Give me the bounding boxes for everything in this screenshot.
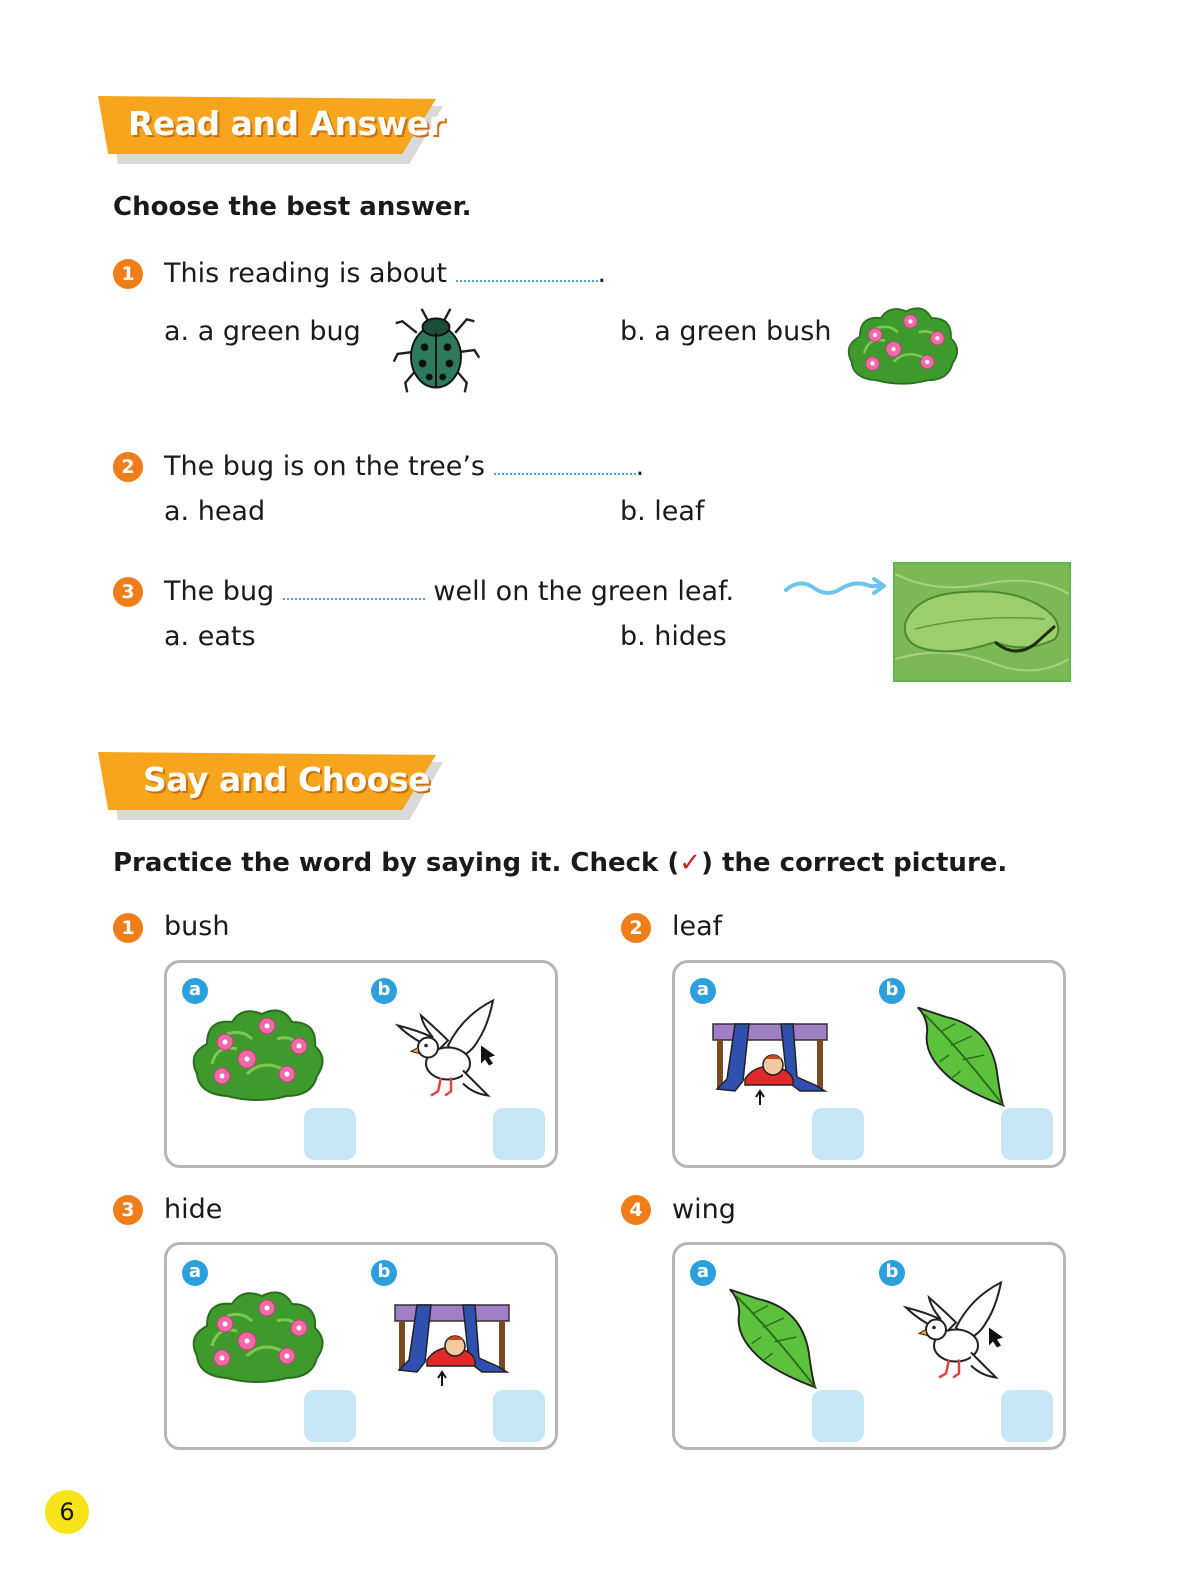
checkbox-b[interactable] [1001, 1108, 1053, 1160]
check-mark-icon: ✓ [679, 848, 702, 878]
say-and-choose-banner [98, 752, 443, 822]
question-text [164, 451, 644, 482]
question-text-after: well on the green leaf. [433, 576, 735, 607]
option-b[interactable]: b. leaf [620, 496, 705, 527]
hiding-child-icon [387, 1299, 517, 1391]
read-and-answer-banner [98, 96, 443, 166]
question-text-before: This reading is about [164, 258, 447, 289]
option-a[interactable]: a. eats [164, 621, 256, 652]
checkbox-b[interactable] [1001, 1390, 1053, 1442]
question-number: 3 [113, 577, 143, 607]
choice-b-label: b [879, 1260, 905, 1286]
picture-card [164, 1242, 558, 1450]
item-word: leaf [672, 911, 723, 942]
leaf-insect-icon [895, 564, 1069, 680]
item-number: 4 [621, 1195, 651, 1225]
section-instruction [113, 848, 1007, 878]
section-title: Read and Answer [128, 104, 445, 143]
choice-a-label: a [182, 978, 208, 1004]
page-number: 6 [45, 1490, 89, 1534]
checkbox-b[interactable] [493, 1108, 545, 1160]
wavy-arrow-icon [782, 574, 890, 602]
section-title: Say and Choose [143, 760, 430, 799]
question-text-after: . [597, 258, 607, 289]
instruction-text-before: Practice the word by saying it. Check ( [113, 848, 680, 878]
instruction-text-after: ) the correct picture. [701, 848, 1008, 878]
hiding-child-icon [705, 1018, 835, 1110]
bird-wing-icon [901, 1275, 1021, 1390]
choice-b-label: b [371, 1260, 397, 1286]
leaf-icon [913, 1001, 1008, 1109]
bush-icon [187, 1285, 327, 1387]
section-instruction: Choose the best answer. [113, 192, 472, 222]
choice-a-label: a [690, 1260, 716, 1286]
picture-card [672, 960, 1066, 1168]
option-a[interactable]: a. head [164, 496, 266, 527]
option-a[interactable]: a. a green bug [164, 316, 361, 347]
question-number: 2 [113, 452, 143, 482]
checkbox-a[interactable] [812, 1108, 864, 1160]
item-word: bush [164, 911, 230, 942]
bird-wing-icon [393, 993, 513, 1108]
question-text-before: The bug is on the tree’s [164, 451, 485, 482]
question-text-after: . [635, 451, 645, 482]
item-number: 3 [113, 1195, 143, 1225]
question-text [164, 258, 606, 289]
picture-card [672, 1242, 1066, 1450]
bush-icon [187, 1003, 327, 1105]
answer-blank[interactable] [283, 578, 425, 600]
answer-blank[interactable] [494, 453, 636, 475]
item-word: wing [672, 1194, 736, 1225]
question-number: 1 [113, 259, 143, 289]
item-number: 1 [113, 913, 143, 943]
green-bug-icon [388, 302, 484, 402]
item-word: hide [164, 1194, 223, 1225]
choice-a-label: a [690, 978, 716, 1004]
checkbox-a[interactable] [304, 1390, 356, 1442]
checkbox-a[interactable] [304, 1108, 356, 1160]
green-bush-icon [843, 296, 961, 394]
item-number: 2 [621, 913, 651, 943]
answer-blank[interactable] [456, 260, 598, 282]
leaf-icon [725, 1283, 820, 1391]
option-b[interactable]: b. hides [620, 621, 727, 652]
choice-a-label: a [182, 1260, 208, 1286]
leaf-insect-photo [893, 562, 1071, 682]
checkbox-a[interactable] [812, 1390, 864, 1442]
choice-b-label: b [371, 978, 397, 1004]
question-text [164, 576, 734, 607]
option-b[interactable]: b. a green bush [620, 316, 832, 347]
choice-b-label: b [879, 978, 905, 1004]
picture-card [164, 960, 558, 1168]
question-text-before: The bug [164, 576, 275, 607]
checkbox-b[interactable] [493, 1390, 545, 1442]
